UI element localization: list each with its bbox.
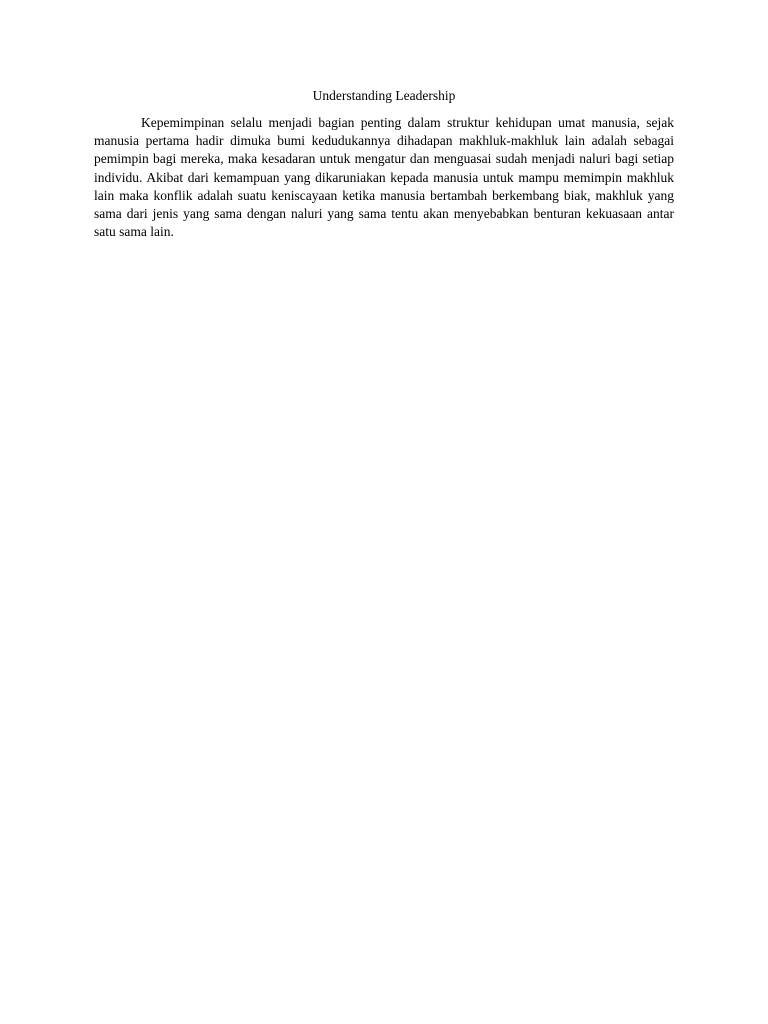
document-body: [94, 87, 674, 241]
document-title: Understanding Leadership: [312, 88, 456, 103]
document-paragraph: Kepemimpinan selalu menjadi bagian penting dalam struktur kehidupan umat manusia, sejak manusia pertama hadir dimuka bumi kedudukannya dihadapan makhluk-makhluk lain adalah sebagai pemimpin bagi mereka, maka kesadaran untuk mengatur dan menguasai sudah menjadi naluri bagi setiap individu. Akibat dari kemampuan yang dikaruniakan kepada manusia untuk mampu memimpin makhluk lain maka konflik adalah suatu keniscayaan ketika manusia bertambah berkembang biak, makhluk yang sama dari jenis yang sama dengan naluri yang sama tentu akan menyebabkan benturan kekuasaan antar satu sama lain.: [94, 115, 674, 240]
